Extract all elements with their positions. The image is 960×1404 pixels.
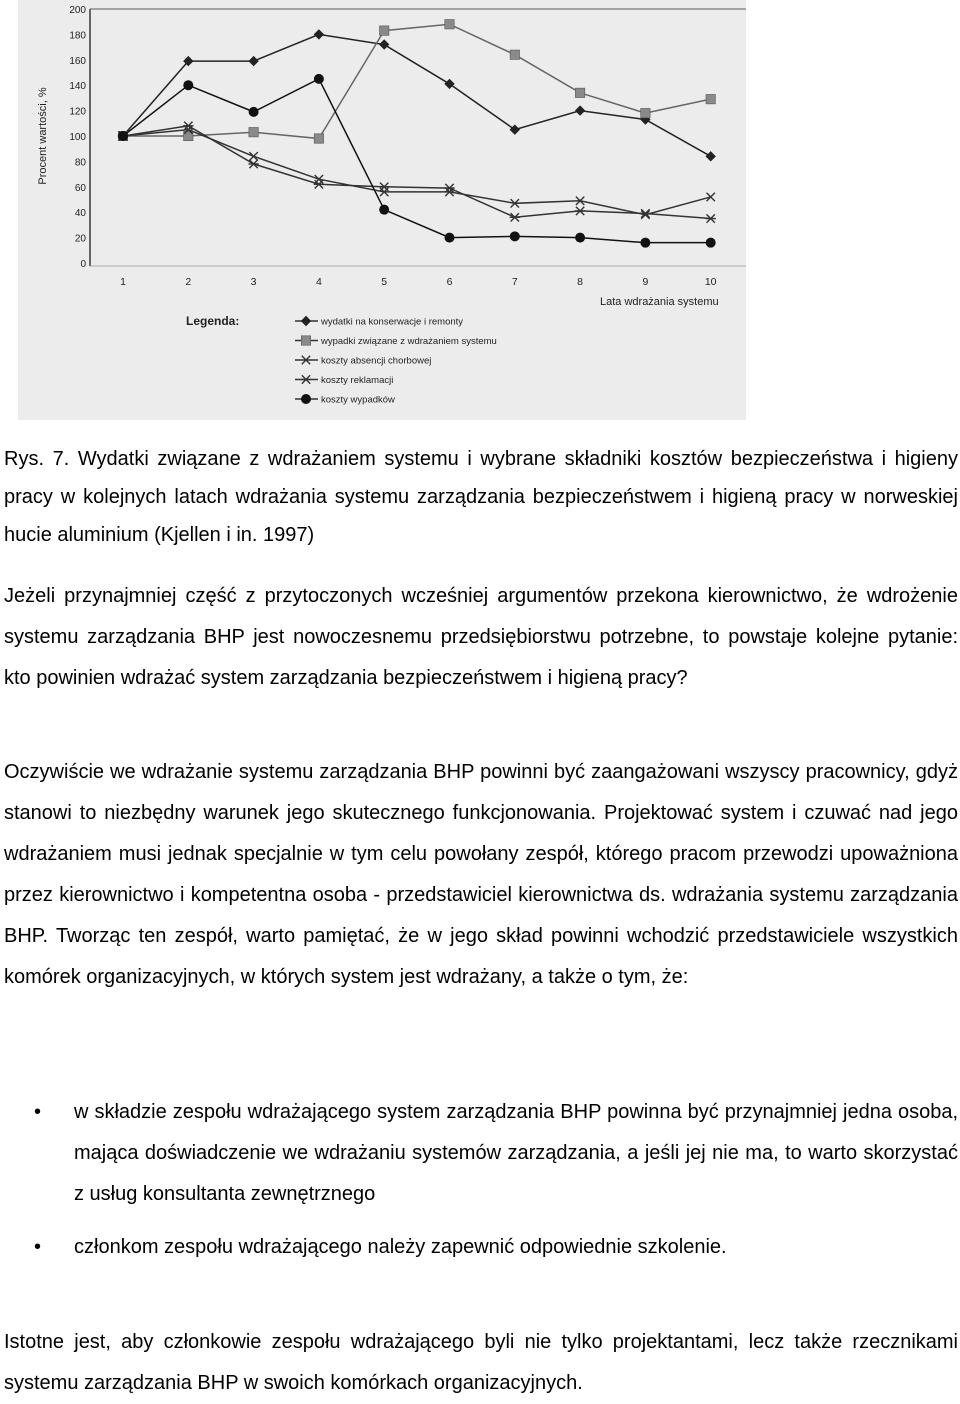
data-point	[706, 151, 716, 161]
x-tick-label: 4	[315, 276, 322, 288]
bullet-text: w składzie zespołu wdrażającego system zarządzania BHP powinna być przynajmniej jedna osoba, mająca doświadczenie we wdrażaniu systemów zarządzania, a jeśli jej nie ma, to warto skorzystać z usług konsultanta zewnętrznego	[74, 1101, 958, 1205]
data-point	[640, 238, 650, 248]
data-point	[445, 20, 454, 29]
series-square	[118, 20, 715, 144]
line-chart	[18, 0, 746, 420]
x-axis-label: Lata wdrażania systemu	[600, 296, 719, 308]
legend-item	[295, 316, 463, 328]
series-cross	[119, 125, 715, 218]
legend-item	[295, 356, 431, 367]
data-point	[301, 394, 311, 404]
data-point	[249, 107, 259, 117]
x-tick-label: 6	[446, 276, 453, 288]
x-tick-label: 1	[120, 276, 126, 288]
y-tick-label: 120	[69, 106, 86, 118]
chart-legend	[186, 314, 497, 406]
series-line	[123, 130, 711, 215]
y-tick-label: 200	[69, 5, 86, 16]
y-axis-label: Procent wartości, %	[37, 87, 49, 185]
bullet-mark: •	[34, 1101, 42, 1123]
chart-series	[118, 20, 716, 248]
data-point	[510, 50, 519, 59]
series-circle	[118, 74, 716, 248]
y-tick-label: 40	[74, 208, 86, 220]
data-point	[118, 131, 128, 141]
x-tick-label: 8	[577, 276, 584, 288]
paragraph-2: Oczywiście we wdrażanie systemu zarządzania BHP powinni być zaangażowani wszyscy pracownicy, gdyż stanowi to niezbędny warunek jego skutecznego funkcjonowania. Projektować system i czuwać nad jego wdrażaniem musi jednak specjalnie w tym celu powołany zespół, którego pracom przewodzi upoważniona przez kierownictwo i kompetentna osoba - przedstawiciel kierownictwa ds. wdrażania systemu zarządzania BHP. Tworząc ten zespół, warto pamiętać, że w jego skład powinni wchodzić przedstawiciele wszystkich komórek organizacyjnych, w których system jest wdrażany, a także o tym, że:	[4, 761, 958, 988]
series-asterisk	[118, 122, 716, 223]
x-tick-label: 9	[642, 276, 649, 288]
data-point	[575, 105, 585, 115]
x-tick-label: 5	[381, 276, 388, 288]
data-point	[707, 193, 715, 201]
x-tick-label: 3	[250, 276, 257, 288]
x-tick-labels	[120, 276, 719, 308]
legend-label: wypadki związane z wdrażaniem systemu	[321, 336, 497, 347]
y-tick-label: 20	[74, 233, 86, 245]
data-point	[301, 316, 311, 326]
data-point	[510, 124, 520, 134]
y-tick-label: 160	[69, 55, 86, 67]
legend-label: koszty reklamacji	[321, 375, 394, 386]
y-tick-label: 80	[74, 157, 86, 169]
data-point	[641, 108, 650, 117]
legend-item	[295, 336, 497, 347]
series-diamond	[118, 29, 716, 161]
legend-label: koszty wypadków	[321, 394, 395, 406]
data-point	[380, 26, 389, 35]
data-point	[249, 127, 258, 136]
data-point	[575, 233, 585, 243]
data-point	[301, 336, 310, 345]
bullet-text: członkom zespołu wdrażającego należy zapewnić odpowiednie szkolenie.	[74, 1236, 727, 1258]
data-point	[575, 88, 584, 97]
series-line	[123, 24, 711, 138]
paragraph-1: Jeżeli przynajmniej część z przytoczonych wcześniej argumentów przekona kierownictwo, że wdrożenie systemu zarządzania BHP jest nowoczesnemu przedsiębiorstwu potrzebne, to powstaje kolejne pytanie: kto powinien wdrażać system zarządzania bezpieczeństwem i higieną pracy?	[4, 585, 958, 689]
data-point	[640, 209, 650, 217]
y-tick-label: 60	[74, 182, 86, 194]
bullet-item	[0, 1227, 958, 1268]
series-line	[123, 34, 711, 156]
data-point	[248, 56, 258, 66]
series-line	[123, 126, 711, 219]
legend-label: wydatki na konserwacje i remonty	[321, 316, 464, 328]
x-tick-label: 2	[185, 276, 192, 288]
data-point	[314, 134, 323, 143]
y-tick-labels	[69, 5, 86, 270]
figure-caption: Rys. 7. Wydatki związane z wdrażaniem systemu i wybrane składniki kosztów bezpieczeństwa i higieny pracy w kolejnych latach wdrażania systemu zarządzania bezpieczeństwem i higieną pracy w norweskiej hucie aluminium (Kjellen i in. 1997)	[4, 448, 958, 546]
x-tick-label: 10	[704, 276, 717, 288]
legend-title: Legenda:	[186, 314, 240, 328]
data-point	[510, 231, 520, 241]
data-point	[314, 74, 324, 84]
data-point	[301, 375, 311, 383]
y-tick-label: 180	[69, 30, 86, 42]
chart-figure	[18, 0, 746, 420]
bullet-item	[0, 1092, 958, 1215]
series-line	[123, 79, 711, 243]
data-point	[314, 180, 324, 188]
data-point	[379, 205, 389, 215]
chart-axes	[37, 9, 746, 266]
data-point	[314, 29, 324, 39]
data-point	[706, 94, 715, 103]
paragraph-3: Istotne jest, aby członkowie zespołu wdrażającego byli nie tylko projektantami, lecz także rzecznikami systemu zarządzania BHP w swoich komórkach organizacyjnych.	[4, 1331, 958, 1394]
legend-item	[295, 394, 395, 406]
bullet-list	[0, 1092, 958, 1268]
data-point	[445, 233, 455, 243]
y-tick-label: 0	[80, 259, 86, 270]
data-point	[575, 207, 585, 215]
legend-label: koszty absencji chorbowej	[321, 355, 432, 367]
x-tick-label: 7	[511, 276, 518, 288]
data-point	[379, 183, 389, 191]
data-point	[379, 39, 389, 49]
bullet-mark: •	[34, 1236, 42, 1258]
data-point	[248, 160, 258, 168]
legend-item	[295, 375, 393, 386]
data-point	[444, 79, 454, 89]
data-point	[510, 213, 520, 221]
data-point	[706, 214, 716, 222]
y-tick-label: 140	[69, 81, 86, 93]
data-point	[706, 238, 716, 248]
y-tick-label: 100	[69, 132, 86, 143]
data-point	[183, 80, 193, 90]
data-point	[249, 152, 257, 160]
